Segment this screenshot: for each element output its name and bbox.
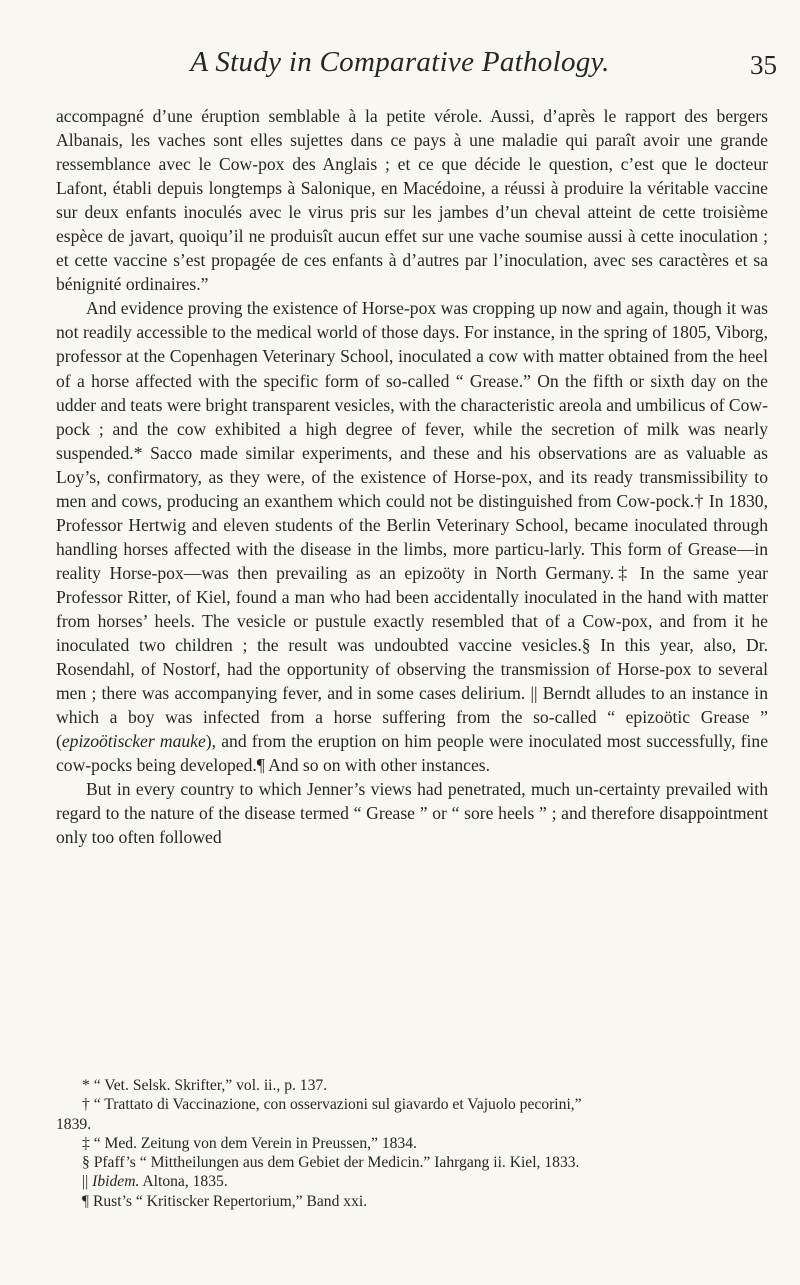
footnote-text: Altona, 1835. <box>139 1173 228 1191</box>
body-text <box>56 104 768 849</box>
paragraph-horse-pox-evidence <box>56 296 768 777</box>
footnotes <box>56 1076 768 1211</box>
running-title: A Study in Comparative Pathology. <box>190 46 610 78</box>
footnote: † “ Trattato di Vaccinazione, con osservazioni sul giavardo et Vajuolo pecorini,” <box>82 1096 582 1114</box>
footnote: * “ Vet. Selsk. Skrifter,” vol. ii., p. 137. <box>82 1077 328 1094</box>
paragraph-text: ), and from the eruption on him people were inoculated most successfully, fine cow-pocks being developed.¶ And so on with other instances. <box>56 731 769 776</box>
paragraph-uncertainty: But in every country to which Jenner’s views had penetrated, much un-certainty prevailed with regard to the nature of the disease termed “ Grease ” or “ sore heels ” ; and therefore disappointment only too often followed <box>56 779 768 848</box>
footnote <box>56 1172 768 1191</box>
running-head <box>0 40 800 90</box>
footnote: ‡ “ Med. Zeitung von dem Verein in Preussen,” 1834. <box>82 1134 417 1152</box>
footnote-mark: || <box>82 1173 93 1191</box>
page-number: 35 <box>750 50 777 80</box>
paragraph-french-quote: accompagné d’une éruption semblable à la petite vérole. Aussi, d’après le rapport des bergers Albanais, les vaches sont elles sujettes dans ce pays à une maladie qui paraît avoir une grande ressemblance avec le Cow-pox des Anglais ; et ce que décide le question, c’est que le docteur Lafont, établi depuis longtemps à Salonique, en Macédoine, a réussi à produire la véritable vaccine sur deux enfants inoculés avec le virus pris sur les jambes d’un cheval atteint de cette troisième espèce de javart, quoiqu’il ne produisît aucun effet sur une vache soumise aussi à cette inoculation ; et cette vaccine s’est propagée de ces enfants à d’autres par l’inoculation, avec ses caractères et sa bénignité ordinaires.” <box>56 106 768 295</box>
footnote: ¶ Rust’s “ Kritiscker Repertorium,” Band xxi. <box>82 1192 368 1210</box>
footnote-italic: Ibidem. <box>92 1173 140 1191</box>
italic-term: epizoötiscker mauke <box>61 731 206 752</box>
footnote: § Pfaff’s “ Mittheilungen aus dem Gebiet der Medicin.” Iahrgang ii. Kiel, 1833. <box>82 1154 580 1172</box>
paragraph-text: And evidence proving the existence of Horse-pox was cropping up now and again, though it was not readily accessible to the medical world of those days. For instance, in the spring of 1805, Viborg, professor at the Copenhagen Veterinary School, inoculated a cow with matter obtained from the heel of a horse affected with the specific form of so-called “ Grease.” On the fifth or sixth day on the udder and teats were bright transparent vesicles, with the characteristic areola and umbilicus of Cow-pock ; and the cow exhibited a high degree of fever, while the secretion of milk was nearly suspended.* Sacco made similar experiments, and these and his observations are as valuable as Loy’s, confirmatory, as they were, of the existence of Horse-pox, and its ready transmissibility to men and cows, producing an exanthem which could not be distinguished from Cow-pock.† In 1830, Professor Hertwig and eleven students of the Berlin Veterinary School, became inoculated through handling horses affected with the disease in the limbs, more particu-larly. This form of Grease—in reality Horse-pox—was then prevailing as an epizoöty in North Germany.‡ In the same year Professor Ritter, of Kiel, found a man who had been accidentally inoculated in the hand with matter from horses’ heels. The vesicle or pustule exactly resembled that of a Cow-pox, and from it he inoculated two children ; the result was undoubted vaccine vesicles.§ In this year, also, Dr. Rosendahl, of Nostorf, had the opportunity of observing the transmission of Horse-pox to several men ; there was accompanying fever, and in some cases delirium. || Berndt alludes to an instance in which a boy was infected from a horse suffering from the so-called “ epizoötic Grease ” ( <box>56 298 768 752</box>
footnote-continuation: 1839. <box>56 1115 92 1133</box>
